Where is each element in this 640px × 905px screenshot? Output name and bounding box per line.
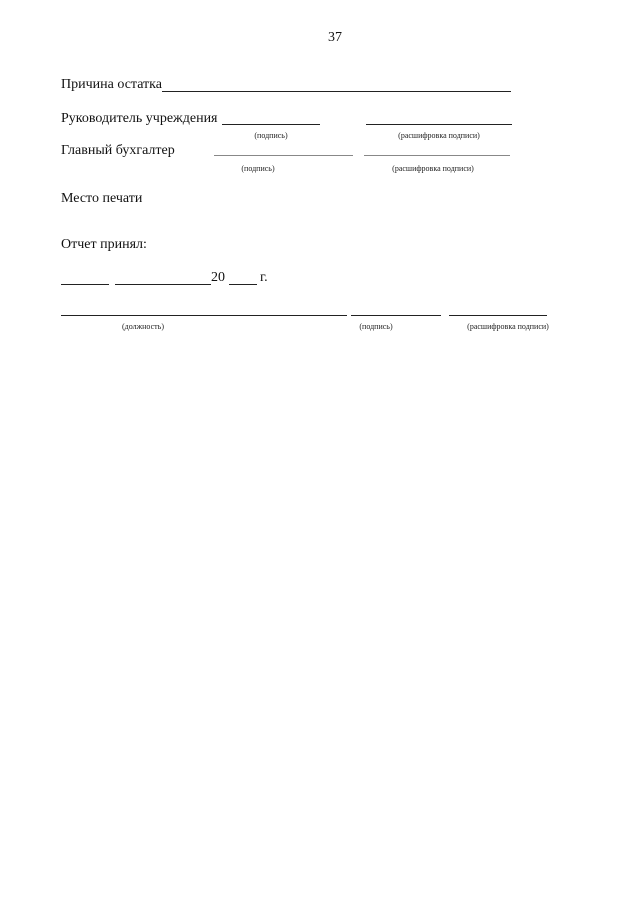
date-year-line <box>229 284 257 285</box>
reason-line <box>162 91 511 92</box>
date-year-suffix: г. <box>260 270 268 285</box>
accepted-decoding-line <box>449 315 547 316</box>
head-decoding-line <box>366 124 512 125</box>
head-decoding-caption: (расшифровка подписи) <box>398 131 480 140</box>
page-number: 37 <box>328 30 342 45</box>
date-day-line <box>61 284 109 285</box>
position-caption: (должность) <box>122 322 164 331</box>
head-label: Руководитель учреждения <box>61 111 218 126</box>
seal-place-label: Место печати <box>61 191 143 206</box>
date-year-prefix: 20 <box>211 270 225 285</box>
chief-accountant-signature-caption: (подпись) <box>241 164 275 173</box>
chief-accountant-decoding-caption: (расшифровка подписи) <box>392 164 474 173</box>
report-accepted-label: Отчет принял: <box>61 237 147 252</box>
accepted-decoding-caption: (расшифровка подписи) <box>467 322 549 331</box>
chief-accountant-signature-line <box>214 155 353 156</box>
chief-accountant-label: Главный бухгалтер <box>61 143 175 158</box>
accepted-signature-caption: (подпись) <box>359 322 393 331</box>
reason-label: Причина остатка <box>61 77 162 92</box>
chief-accountant-decoding-line <box>364 155 510 156</box>
date-month-line <box>115 284 211 285</box>
accepted-signature-line <box>351 315 441 316</box>
position-line <box>61 315 347 316</box>
head-signature-line <box>222 124 320 125</box>
head-signature-caption: (подпись) <box>254 131 288 140</box>
